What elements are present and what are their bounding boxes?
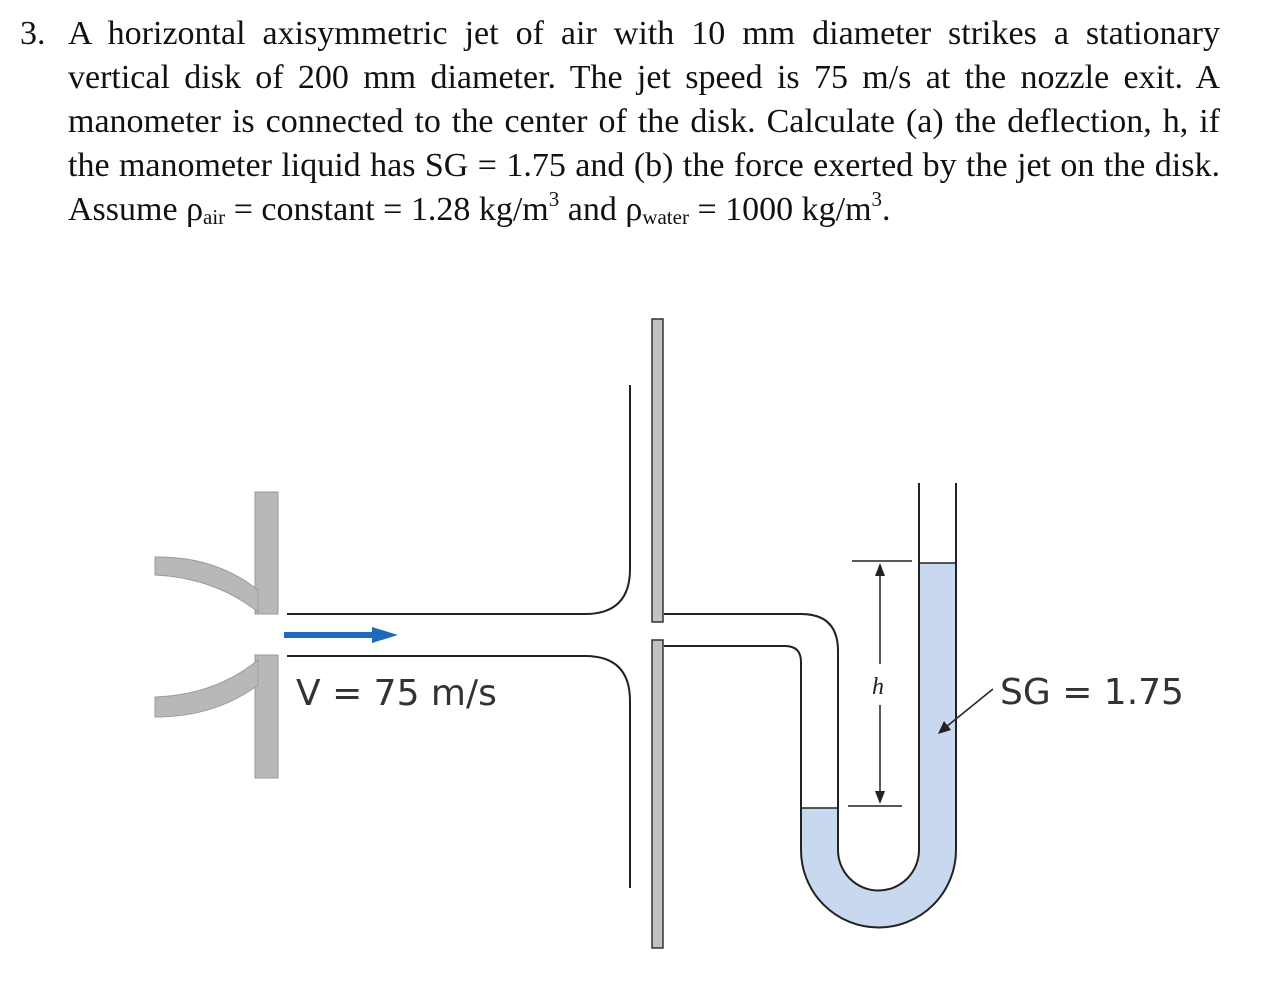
superscript-1: 3 <box>548 187 560 211</box>
disk-lower <box>652 640 663 948</box>
rho-water-subscript: water <box>642 205 689 229</box>
h-arrow-down <box>875 791 885 804</box>
rho-air-subscript: air <box>203 205 226 229</box>
velocity-label: V = 75 m/s <box>296 673 497 714</box>
nozzle-wall-bottom <box>155 660 258 717</box>
text-part-4: = 1000 kg/m <box>688 191 872 228</box>
superscript-2: 3 <box>871 187 883 211</box>
text-part-3: and <box>559 191 626 228</box>
nozzle-wall-top <box>155 557 258 612</box>
rho-water-symbol: ρ <box>625 191 643 228</box>
sg-label: SG = 1.75 <box>1000 672 1184 713</box>
h-arrow-up <box>875 563 885 576</box>
disk <box>652 319 663 948</box>
problem-number: 3. <box>20 15 46 52</box>
text-part-2: = constant = 1.28 kg/m <box>225 191 549 228</box>
velocity-arrow <box>284 627 398 643</box>
text-part-1: A horizontal axisymmetric jet of air with 10 mm diameter strikes a stationary vertical disk of 200 mm diameter. The jet speed is 75 m/s at the nozzle exit. A manometer is connected to the center of the disk. Calculate (a) the deflection, h, if the manometer liquid has SG = 1.75 and (b) the force exerted by the jet on the disk. Assume <box>68 15 1220 228</box>
streamline-top <box>287 385 630 614</box>
disk-upper <box>652 319 663 622</box>
nozzle <box>155 492 278 778</box>
text-part-5: . <box>882 191 891 228</box>
h-label: h <box>872 674 884 700</box>
rho-air-symbol: ρ <box>186 191 204 228</box>
manometer-liquid <box>801 563 956 928</box>
